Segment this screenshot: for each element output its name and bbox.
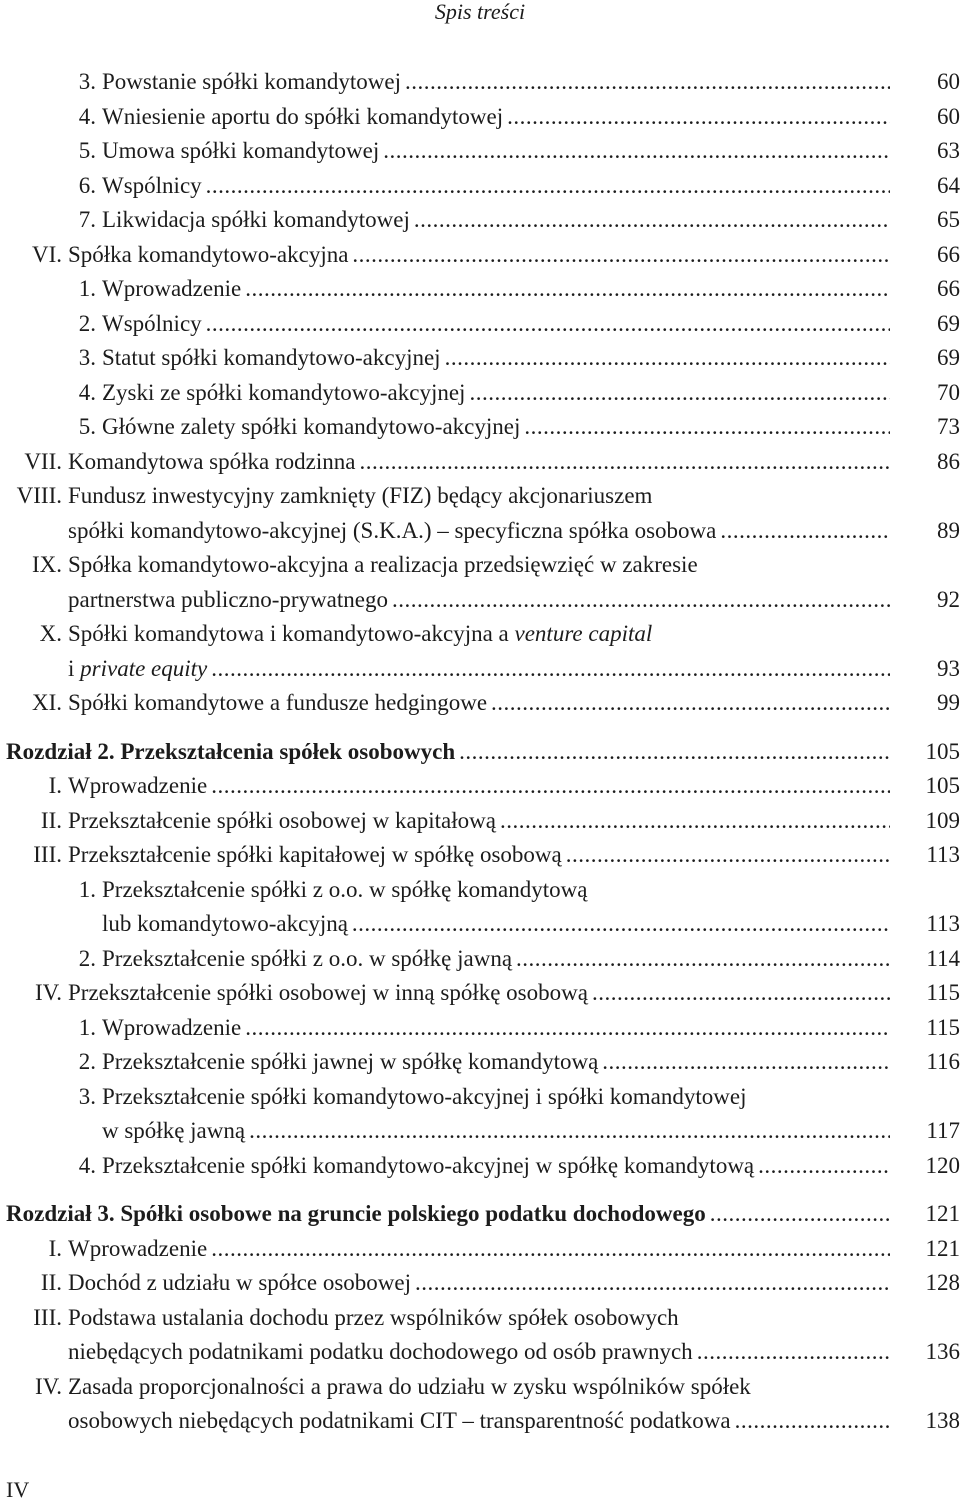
dot-leader [524, 410, 890, 445]
page-number: 73 [937, 414, 960, 439]
table-of-contents [0, 65, 960, 1439]
chapter-entry [0, 735, 960, 770]
folio: IV [6, 1477, 30, 1502]
toc-entry [0, 376, 960, 411]
toc-entry [0, 1232, 960, 1267]
page-number: 116 [926, 1049, 960, 1074]
entry-number: 2. [78, 1049, 96, 1074]
entry-title: i private equity [68, 655, 208, 681]
dot-leader [592, 976, 890, 1011]
dot-leader [735, 1404, 890, 1439]
entry-title-line [0, 1197, 960, 1232]
entry-title: Przekształcenie spółki komandytowo-akcyjnej i spółki komandytowej [102, 1083, 747, 1109]
toc-entry [0, 1266, 960, 1301]
entry-number: 4. [78, 103, 96, 129]
running-header: Spis treści [434, 0, 526, 24]
dot-leader [245, 1011, 890, 1046]
entry-title: Likwidacja spółki komandytowej [102, 207, 410, 232]
entry-number: I. [48, 773, 62, 798]
entry-title-line [0, 873, 960, 908]
entry-title: Przekształcenie spółki komandytowo-akcyjnej w spółkę komandytową [102, 1152, 755, 1178]
dot-leader [211, 1232, 890, 1267]
page-number: 121 [925, 1201, 960, 1226]
dot-leader [415, 1266, 890, 1301]
entry-number: 2. [78, 945, 96, 971]
entry-title-line [0, 1404, 960, 1439]
page-number: 69 [937, 310, 960, 336]
page-number: 113 [926, 911, 960, 936]
entry-title-line [0, 134, 960, 169]
dot-leader [507, 100, 890, 135]
entry-title: osobowych niebędących podatnikami CIT – transparentność podatkowa [68, 1408, 731, 1433]
entry-title-line [0, 341, 960, 376]
page-number: 114 [926, 945, 960, 971]
dot-leader [211, 769, 890, 804]
dot-leader [392, 583, 890, 618]
entry-number: 5. [78, 138, 96, 163]
entry-number: 2. [78, 310, 96, 336]
page-number: 93 [937, 655, 960, 681]
entry-title: Wprowadzenie [102, 1014, 242, 1040]
entry-title: Spółki komandytowe a fundusze hedgingowe [68, 690, 488, 715]
entry-title: Przekształcenie spółki z o.o. w spółkę jawną [102, 945, 513, 971]
entry-number: 4. [78, 1152, 96, 1178]
toc-entry [0, 134, 960, 169]
toc-entry [0, 479, 960, 548]
entry-title-line [0, 1266, 960, 1301]
entry-title: Zyski ze spółki komandytowo-akcyjnej [102, 379, 466, 405]
dot-leader [491, 686, 890, 721]
toc-entry [0, 100, 960, 135]
page-number: 66 [937, 276, 960, 301]
entry-title: Fundusz inwestycyjny zamknięty (FIZ) będący akcjonariuszem [68, 483, 653, 508]
toc-entry [0, 1011, 960, 1046]
entry-title: Główne zalety spółki komandytowo-akcyjnej [102, 414, 521, 439]
entry-number: 7. [78, 207, 96, 232]
dot-leader [500, 804, 890, 839]
dot-leader [211, 652, 890, 687]
dot-leader [445, 341, 890, 376]
entry-title-line [0, 838, 960, 873]
entry-number: 3. [78, 69, 96, 94]
entry-title: Wniesienie aportu do spółki komandytowej [102, 103, 504, 129]
entry-title: Przekształcenie spółki osobowej w inną spółkę osobową [68, 980, 588, 1005]
toc-entry [0, 341, 960, 376]
entry-title-line [0, 1149, 960, 1184]
page-number: 115 [926, 1014, 960, 1040]
entry-number: II. [40, 807, 62, 833]
entry-title-line [0, 1045, 960, 1080]
page-number: 136 [925, 1339, 960, 1364]
entry-title-line [0, 548, 960, 583]
entry-title: Dochód z udziału w spółce osobowej [68, 1270, 412, 1295]
entry-title-line [0, 942, 960, 977]
entry-title-line [0, 203, 960, 238]
entry-title: Przekształcenie spółki osobowej w kapitałową [68, 807, 496, 833]
chapter-entry [0, 1197, 960, 1232]
entry-number: 6. [78, 172, 96, 198]
entry-title-line [0, 769, 960, 804]
entry-title: Zasada proporcjonalności a prawa do udziału w zysku wspólników spółek [68, 1373, 751, 1399]
page-number: 113 [926, 842, 960, 867]
entry-number: IV. [34, 1373, 62, 1399]
toc-entry [0, 873, 960, 942]
page-number: 128 [925, 1270, 960, 1295]
entry-title-line [0, 238, 960, 273]
entry-title-line [0, 445, 960, 480]
entry-title: Rozdział 2. Przekształcenia spółek osobowych [6, 738, 456, 764]
entry-number: 4. [78, 379, 96, 405]
toc-entry [0, 272, 960, 307]
entry-title: Wprowadzenie [68, 1235, 208, 1261]
toc-entry [0, 307, 960, 342]
dot-leader [469, 376, 890, 411]
entry-title: Wprowadzenie [68, 773, 208, 798]
page-number: 69 [937, 345, 960, 370]
page-number: 65 [937, 207, 960, 232]
page-number: 60 [937, 69, 960, 94]
entry-title-line [0, 907, 960, 942]
entry-title-line [0, 65, 960, 100]
entry-title-line [0, 1335, 960, 1370]
entry-title-line [0, 617, 960, 652]
toc-entry [0, 169, 960, 204]
dot-leader [206, 307, 890, 342]
page-number: 92 [937, 586, 960, 612]
entry-number: XI. [31, 690, 62, 715]
entry-number: IX. [31, 552, 62, 577]
entry-title: Spółka komandytowo-akcyjna a realizacja przedsięwzięć w zakresie [68, 552, 698, 577]
entry-number: VIII. [16, 483, 62, 508]
page-number: 115 [926, 980, 960, 1005]
toc-entry [0, 410, 960, 445]
dot-leader [245, 272, 890, 307]
page-number: 70 [937, 379, 960, 405]
dot-leader [459, 735, 890, 770]
page-number: 138 [925, 1408, 960, 1433]
entry-title-line [0, 1301, 960, 1336]
dot-leader [352, 238, 890, 273]
dot-leader [359, 445, 890, 480]
toc-entry [0, 1080, 960, 1149]
entry-title-line [0, 1114, 960, 1149]
entry-number: IV. [34, 980, 62, 1005]
entry-number: X. [39, 621, 62, 646]
entry-number: 1. [78, 1014, 96, 1040]
page-number: 99 [937, 690, 960, 715]
toc-entry [0, 838, 960, 873]
entry-title: partnerstwa publiczno-prywatnego [68, 586, 388, 612]
entry-title: spółki komandytowo-akcyjnej (S.K.A.) – specyficzna spółka osobowa [68, 517, 717, 543]
page-number: 60 [937, 103, 960, 129]
page-number: 66 [937, 241, 960, 267]
entry-title: Wspólnicy [102, 310, 202, 336]
entry-number: 3. [78, 1083, 96, 1109]
toc-entry [0, 942, 960, 977]
entry-title-line [0, 100, 960, 135]
dot-leader [758, 1149, 890, 1184]
entry-title-line [0, 735, 960, 770]
entry-title: niebędących podatnikami podatku dochodowego od osób prawnych [68, 1339, 693, 1364]
entry-title: Rozdział 3. Spółki osobowe na gruncie polskiego podatku dochodowego [6, 1201, 706, 1226]
dot-leader [602, 1045, 890, 1080]
dot-leader [206, 169, 890, 204]
dot-leader [405, 65, 890, 100]
entry-number: VII. [24, 448, 62, 474]
entry-number: I. [48, 1235, 62, 1261]
entry-title: Komandytowa spółka rodzinna [68, 448, 356, 474]
toc-entry [0, 686, 960, 721]
entry-title-line [0, 686, 960, 721]
entry-title-line [0, 1080, 960, 1115]
toc-entry [0, 1149, 960, 1184]
entry-title: Wprowadzenie [102, 276, 242, 301]
entry-title: Spółki komandytowa i komandytowo-akcyjna a venture capital [68, 621, 653, 646]
entry-title-line [0, 976, 960, 1011]
entry-title: Powstanie spółki komandytowej [102, 69, 401, 94]
entry-title-line [0, 583, 960, 618]
entry-title-line [0, 1370, 960, 1405]
entry-number: VI. [31, 241, 62, 267]
toc-entry [0, 804, 960, 839]
page-number: 121 [925, 1235, 960, 1261]
page-number: 86 [937, 448, 960, 474]
toc-entry [0, 769, 960, 804]
dot-leader [566, 838, 890, 873]
entry-number: III. [33, 1304, 62, 1330]
entry-title-line [0, 272, 960, 307]
page-number: 89 [937, 517, 960, 543]
entry-title: Umowa spółki komandytowej [102, 138, 380, 163]
dot-leader [249, 1114, 890, 1149]
entry-title-line [0, 652, 960, 687]
entry-title-line [0, 307, 960, 342]
dot-leader [383, 134, 890, 169]
entry-title-line [0, 804, 960, 839]
entry-title: Statut spółki komandytowo-akcyjnej [102, 345, 441, 370]
toc-entry [0, 203, 960, 238]
page-number: 117 [926, 1118, 960, 1143]
dot-leader [697, 1335, 890, 1370]
dot-leader [516, 942, 890, 977]
toc-entry [0, 976, 960, 1011]
entry-title: Podstawa ustalania dochodu przez wspólników spółek osobowych [68, 1304, 679, 1330]
toc-entry [0, 1370, 960, 1439]
entry-title-line [0, 1011, 960, 1046]
page-number: 63 [937, 138, 960, 163]
dot-leader [720, 514, 890, 549]
toc-entry [0, 617, 960, 686]
entry-number: III. [33, 842, 62, 867]
entry-title: Wspólnicy [102, 172, 202, 198]
toc-entry [0, 445, 960, 480]
dot-leader [414, 203, 890, 238]
entry-title-line [0, 169, 960, 204]
toc-entry [0, 65, 960, 100]
entry-title-line [0, 376, 960, 411]
entry-number: II. [40, 1270, 62, 1295]
page-number: 109 [925, 807, 960, 833]
entry-title: Przekształcenie spółki kapitałowej w spółkę osobową [68, 842, 562, 867]
page-number: 120 [925, 1152, 960, 1178]
page-number: 64 [937, 172, 960, 198]
entry-title-line [0, 479, 960, 514]
entry-number: 5. [78, 414, 96, 439]
page-number: 105 [925, 738, 960, 764]
toc-entry [0, 548, 960, 617]
entry-title: lub komandytowo-akcyjną [102, 911, 348, 936]
entry-number: 3. [78, 345, 96, 370]
entry-number: 1. [78, 276, 96, 301]
entry-title-line [0, 410, 960, 445]
page-number: 105 [925, 773, 960, 798]
toc-entry [0, 238, 960, 273]
entry-title: Przekształcenie spółki z o.o. w spółkę komandytową [102, 876, 588, 902]
toc-entry [0, 1045, 960, 1080]
entry-number: 1. [78, 876, 96, 902]
entry-title-line [0, 514, 960, 549]
dot-leader [710, 1197, 890, 1232]
entry-title-line [0, 1232, 960, 1267]
entry-title: w spółkę jawną [102, 1118, 246, 1143]
entry-title: Przekształcenie spółki jawnej w spółkę komandytową [102, 1049, 599, 1074]
toc-entry [0, 1301, 960, 1370]
dot-leader [352, 907, 890, 942]
entry-title: Spółka komandytowo-akcyjna [68, 241, 349, 267]
